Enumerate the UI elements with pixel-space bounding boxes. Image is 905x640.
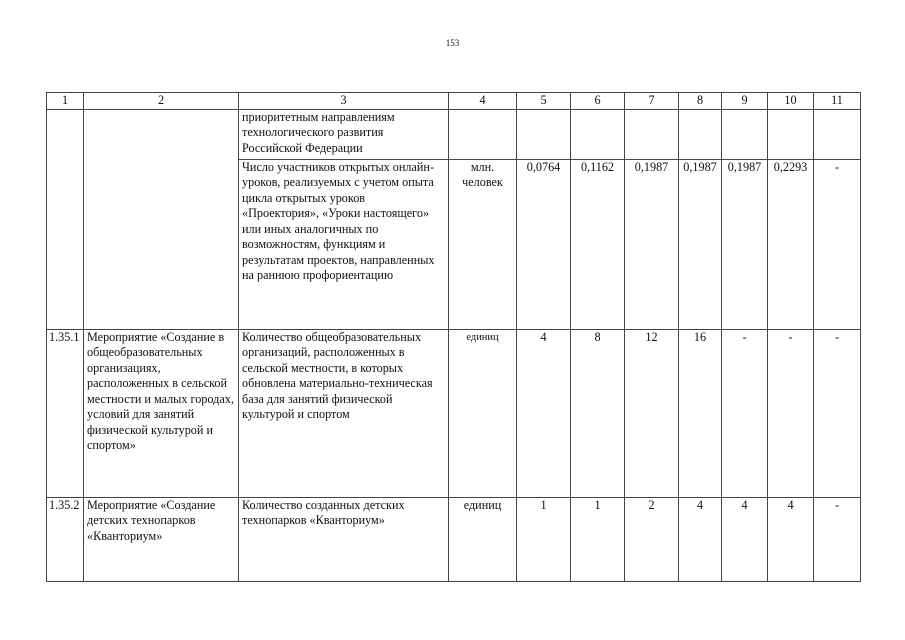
value-cell: 1 (571, 497, 625, 581)
col-header-4: 4 (449, 93, 517, 110)
value-cell: 4 (517, 329, 571, 497)
value-cell (814, 109, 861, 159)
value-cell (625, 109, 679, 159)
col-header-9: 9 (722, 93, 768, 110)
value-cell (571, 109, 625, 159)
indicators-table (46, 92, 861, 582)
value-cell: 2 (625, 497, 679, 581)
table-row (47, 109, 861, 159)
value-cell: - (768, 329, 814, 497)
table-row (47, 329, 861, 497)
value-cell (722, 109, 768, 159)
value-cell: 8 (571, 329, 625, 497)
value-cell: 0,1987 (722, 159, 768, 329)
row-number (47, 109, 84, 329)
value-cell (768, 109, 814, 159)
col-header-3: 3 (239, 93, 449, 110)
col-header-5: 5 (517, 93, 571, 110)
value-cell: - (814, 329, 861, 497)
value-cell: - (814, 497, 861, 581)
indicator-cell: Количество созданных детских технопарков «Кванториум» (239, 497, 449, 581)
col-header-8: 8 (679, 93, 722, 110)
value-cell: - (722, 329, 768, 497)
value-cell (679, 109, 722, 159)
col-header-10: 10 (768, 93, 814, 110)
value-cell: 4 (722, 497, 768, 581)
row-number: 1.35.2 (47, 497, 84, 581)
value-cell: 1 (517, 497, 571, 581)
col-header-6: 6 (571, 93, 625, 110)
value-cell: 0,0764 (517, 159, 571, 329)
col-header-1: 1 (47, 93, 84, 110)
event-cell (84, 109, 239, 329)
value-cell: 12 (625, 329, 679, 497)
indicator-cell: приоритетным направлениям технологического развития Российской Федерации (239, 109, 449, 159)
value-cell: - (814, 159, 861, 329)
event-cell: Мероприятие «Создание в общеобразовательных организациях, расположенных в сельской местности и малых городах, условий для занятий физической культурой и спортом» (84, 329, 239, 497)
value-cell: 0,2293 (768, 159, 814, 329)
value-cell: 0,1987 (679, 159, 722, 329)
value-cell: 4 (768, 497, 814, 581)
table-row (47, 497, 861, 581)
value-cell: 16 (679, 329, 722, 497)
value-cell: 0,1987 (625, 159, 679, 329)
row-number: 1.35.1 (47, 329, 84, 497)
value-cell (517, 109, 571, 159)
indicator-cell: Число участников открытых онлайн-уроков, реализуемых с учетом опыта цикла открытых уроков «Проектория», «Уроки настоящего» или иных аналогичных по возможностям, функциям и результатам проектов, направленных на раннюю профориентацию (239, 159, 449, 329)
value-cell: 4 (679, 497, 722, 581)
indicator-cell: Количество общеобразовательных организаций, расположенных в сельской местности, в которых обновлена материально-техническая база для занятий физической культурой и спортом (239, 329, 449, 497)
page-number: 153 (445, 38, 460, 48)
col-header-11: 11 (814, 93, 861, 110)
value-cell: 0,1162 (571, 159, 625, 329)
col-header-7: 7 (625, 93, 679, 110)
header-row (47, 93, 861, 110)
unit-cell: млн. человек (449, 159, 517, 329)
unit-cell (449, 109, 517, 159)
unit-cell: единиц (449, 497, 517, 581)
event-cell: Мероприятие «Создание детских технопарков «Кванториум» (84, 497, 239, 581)
unit-cell: единиц (449, 329, 517, 497)
col-header-2: 2 (84, 93, 239, 110)
